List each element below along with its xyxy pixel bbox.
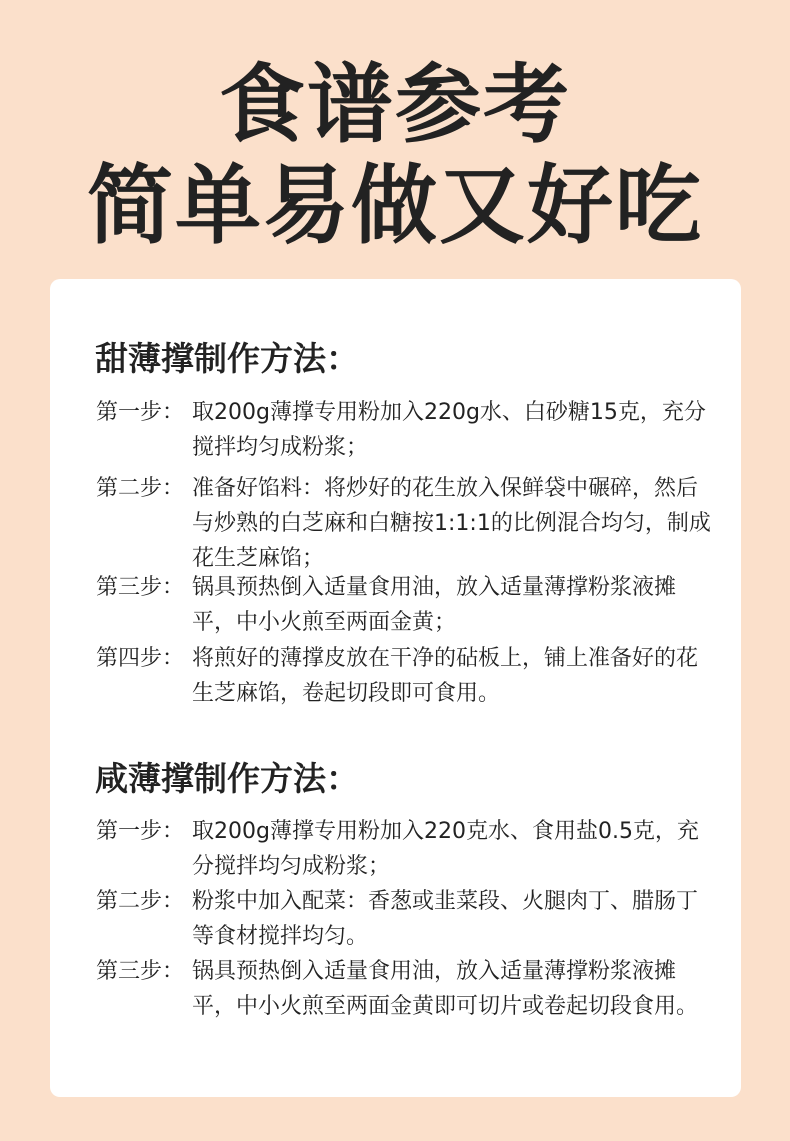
step-label: 第四步： [96,646,185,671]
step-text: 锅具预热倒入适量食用油，放入适量薄撑粉浆液摊平，中小火煎至两面金黄即可切片或卷起切段食用。 [192,959,699,1019]
step-label: 第二步： [96,476,185,501]
step-text: 取200g薄撑专用粉加入220克水、食用盐0.5克，充分搅拌均匀成粉浆； [192,819,699,879]
step-label: 第二步： [96,889,185,914]
step-label: 第一步： [96,819,185,844]
step-text: 取200g薄撑专用粉加入220g水、白砂糖15克，充分搅拌均匀成粉浆； [192,400,706,460]
step-label: 第三步： [96,575,185,600]
salty-step-3 [96,954,716,1024]
salty-step-1 [96,814,716,884]
recipe-card [50,279,741,1097]
sweet-step-1 [96,395,716,465]
step-text: 准备好馅料：将炒好的花生放入保鲜袋中碾碎，然后与炒熟的白芝麻和白糖按1:1:1的比例混合均匀，制成花生芝麻馅； [192,476,711,571]
step-text: 将煎好的薄撑皮放在干净的砧板上，铺上准备好的花生芝麻馅，卷起切段即可食用。 [192,646,699,706]
sweet-step-4 [96,641,716,711]
sweet-step-3 [96,570,716,640]
step-text: 锅具预热倒入适量食用油，放入适量薄撑粉浆液摊平，中小火煎至两面金黄； [192,575,677,635]
page-title: 食谱参考 [219,55,571,155]
step-label: 第三步： [96,959,185,984]
step-text: 粉浆中加入配菜：香葱或韭菜段、火腿肉丁、腊肠丁等食材搅拌均匀。 [192,889,699,949]
salty-step-2 [96,884,716,954]
step-label: 第一步： [96,400,185,425]
page-subtitle: 简单易做又好吃 [87,156,703,256]
salty-section-heading: 咸薄撑制作方法： [95,759,359,798]
sweet-step-2 [96,471,716,576]
sweet-section-heading: 甜薄撑制作方法： [95,339,359,378]
